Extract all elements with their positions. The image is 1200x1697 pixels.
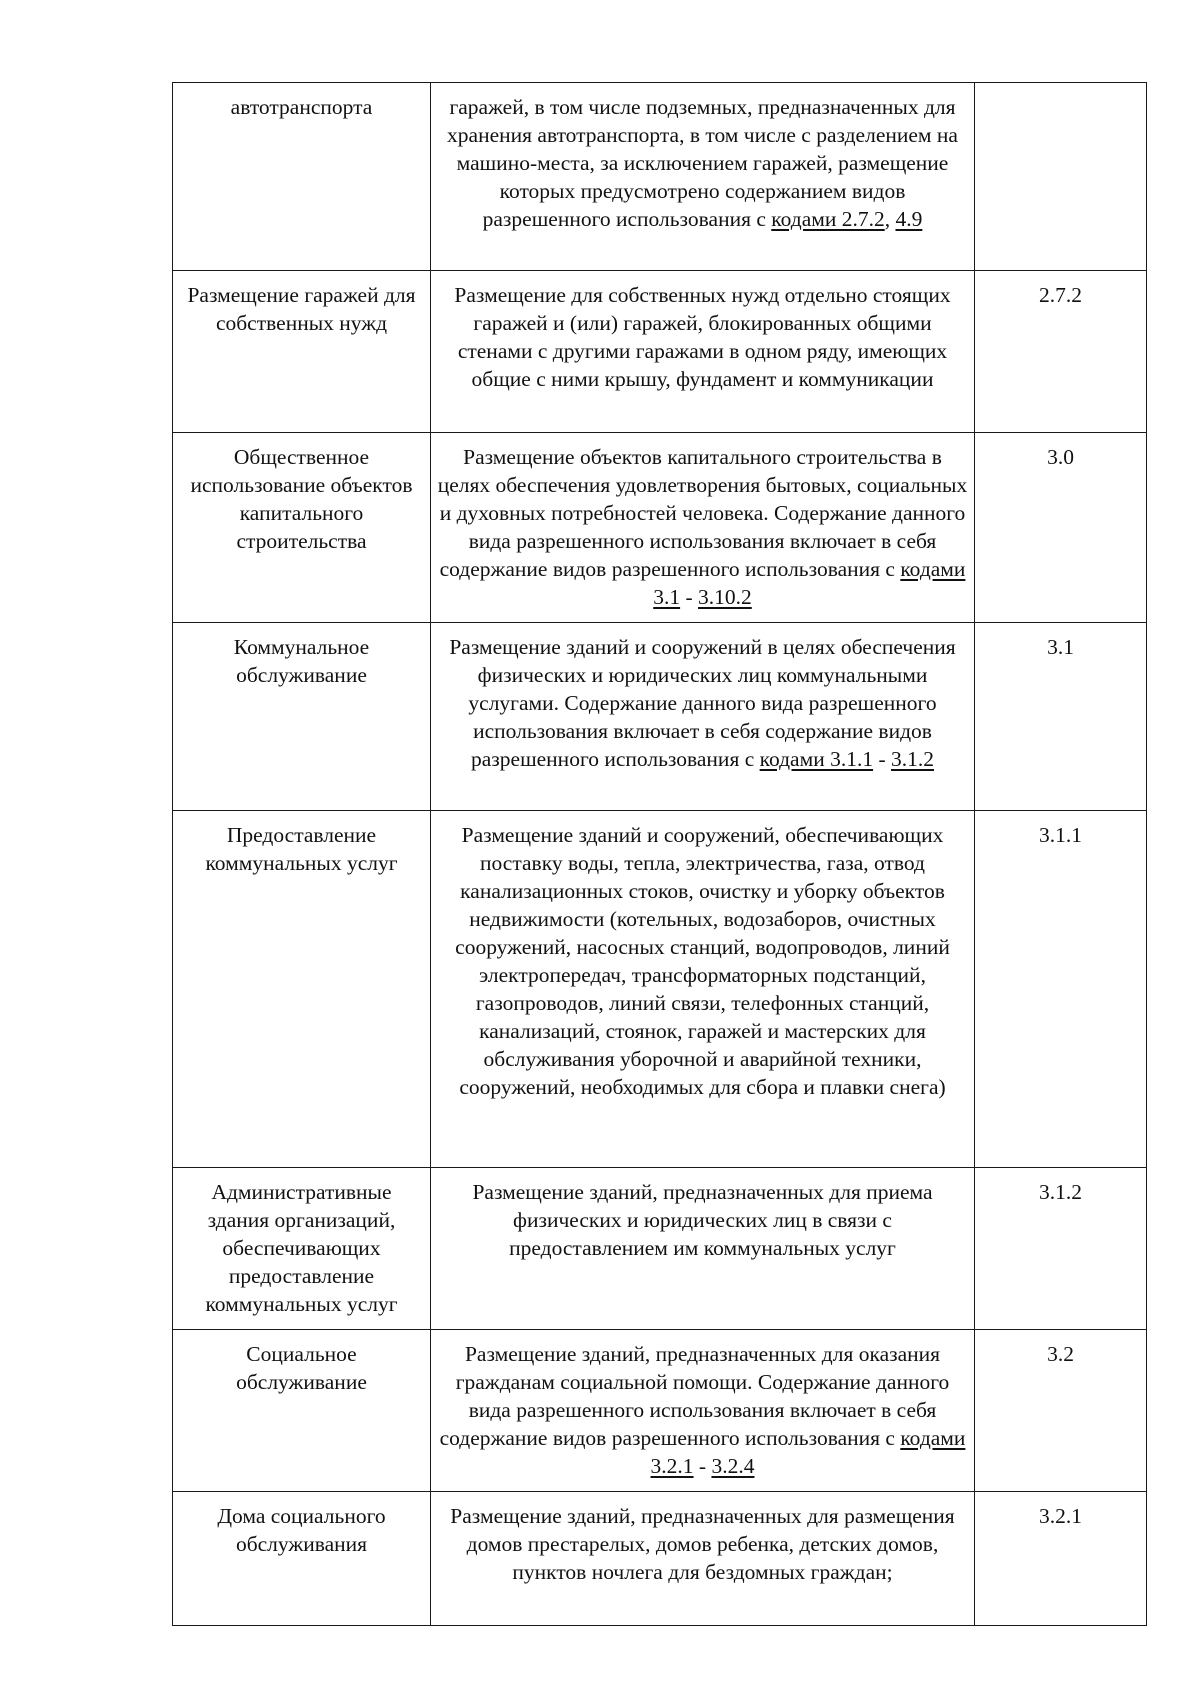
link-separator: - [873,747,891,771]
code-link[interactable]: 3.1.2 [891,747,934,771]
use-description-cell: Размещение зданий, предназначенных для приема физических и юридических лиц в связи с предоставлением им коммунальных услуг [431,1168,975,1330]
use-name-cell: Коммунальное обслуживание [173,623,431,811]
use-name-cell: Социальное обслуживание [173,1330,431,1492]
table-row [173,1330,1147,1492]
use-code-cell: 3.1.2 [975,1168,1147,1330]
use-code-cell: 3.2.1 [975,1492,1147,1626]
use-description-cell [431,1330,975,1492]
table-row [173,83,1147,271]
code-link[interactable]: 3.10.2 [698,585,752,609]
use-description-cell [431,623,975,811]
use-description-cell: Размещение зданий и сооружений, обеспечивающих поставку воды, тепла, электричества, газа, отвод канализационных стоков, очистку и уборку объектов недвижимости (котельных, водозаборов, очистных сооружений, насосных станций, водопроводов, линий электропередач, трансформаторных подстанций, газопроводов, линий связи, телефонных станций, канализаций, стоянок, гаражей и мастерских для обслуживания уборочной и аварийной техники, сооружений, необходимых для сбора и плавки снега) [431,811,975,1168]
link-separator: - [693,1454,712,1478]
table-row [173,811,1147,1168]
code-link[interactable]: кодами 3.1 [653,557,966,609]
table-row [173,433,1147,623]
description-text: гаражей, в том числе подземных, предназначенных для хранения автотранспорта, в том числе с разделением на машино-места, за исключением гаражей, размещение которых предусмотрено содержанием видов разрешенного использования с [447,95,958,231]
use-code-cell: 3.2 [975,1330,1147,1492]
code-link[interactable]: кодами 3.1.1 [759,747,874,771]
land-use-table [172,82,1147,1626]
use-description-cell [431,433,975,623]
table-row [173,1492,1147,1626]
use-code-cell [975,83,1147,271]
table-row [173,623,1147,811]
use-code-cell: 2.7.2 [975,271,1147,433]
use-name-cell: Предоставление коммунальных услуг [173,811,431,1168]
use-name-cell: автотранспорта [173,83,431,271]
use-code-cell: 3.0 [975,433,1147,623]
table-row [173,271,1147,433]
use-code-cell: 3.1.1 [975,811,1147,1168]
description-text: Размещение зданий и сооружений в целях обеспечения физических и юридических лиц коммунальными услугами. Содержание данного вида разрешенного использования включает в себя содержание видов разрешенного использования с [449,635,956,771]
description-text: Размещение объектов капитального строительства в целях обеспечения удовлетворения бытовых, социальных и духовных потребностей человека. Содержание данного вида разрешенного использования включает в себя содержание видов разрешенного использования с [437,445,968,581]
table-row [173,1168,1147,1330]
use-code-cell: 3.1 [975,623,1147,811]
code-link[interactable]: кодами 2.7.2 [771,207,885,231]
code-link[interactable]: 3.2.4 [711,1454,755,1478]
use-name-cell: Размещение гаражей для собственных нужд [173,271,431,433]
use-name-cell: Общественное использование объектов капитального строительства [173,433,431,623]
code-link[interactable]: 4.9 [895,207,923,231]
use-name-cell: Дома социального обслуживания [173,1492,431,1626]
link-separator: , [884,207,896,231]
use-description-cell: Размещение для собственных нужд отдельно стоящих гаражей и (или) гаражей, блокированных общими стенами с другими гаражами в одном ряду, имеющих общие с ними крышу, фундамент и коммуникации [431,271,975,433]
use-name-cell: Административные здания организаций, обеспечивающих предоставление коммунальных услуг [173,1168,431,1330]
link-separator: - [680,585,699,609]
use-description-cell [431,83,975,271]
code-link[interactable]: кодами 3.2.1 [650,1426,966,1478]
description-text: Размещение зданий, предназначенных для оказания гражданам социальной помощи. Содержание данного вида разрешенного использования включает в себя содержание видов разрешенного использования с [439,1342,950,1450]
use-description-cell: Размещение зданий, предназначенных для размещения домов престарелых, домов ребенка, детских домов, пунктов ночлега для бездомных граждан; [431,1492,975,1626]
